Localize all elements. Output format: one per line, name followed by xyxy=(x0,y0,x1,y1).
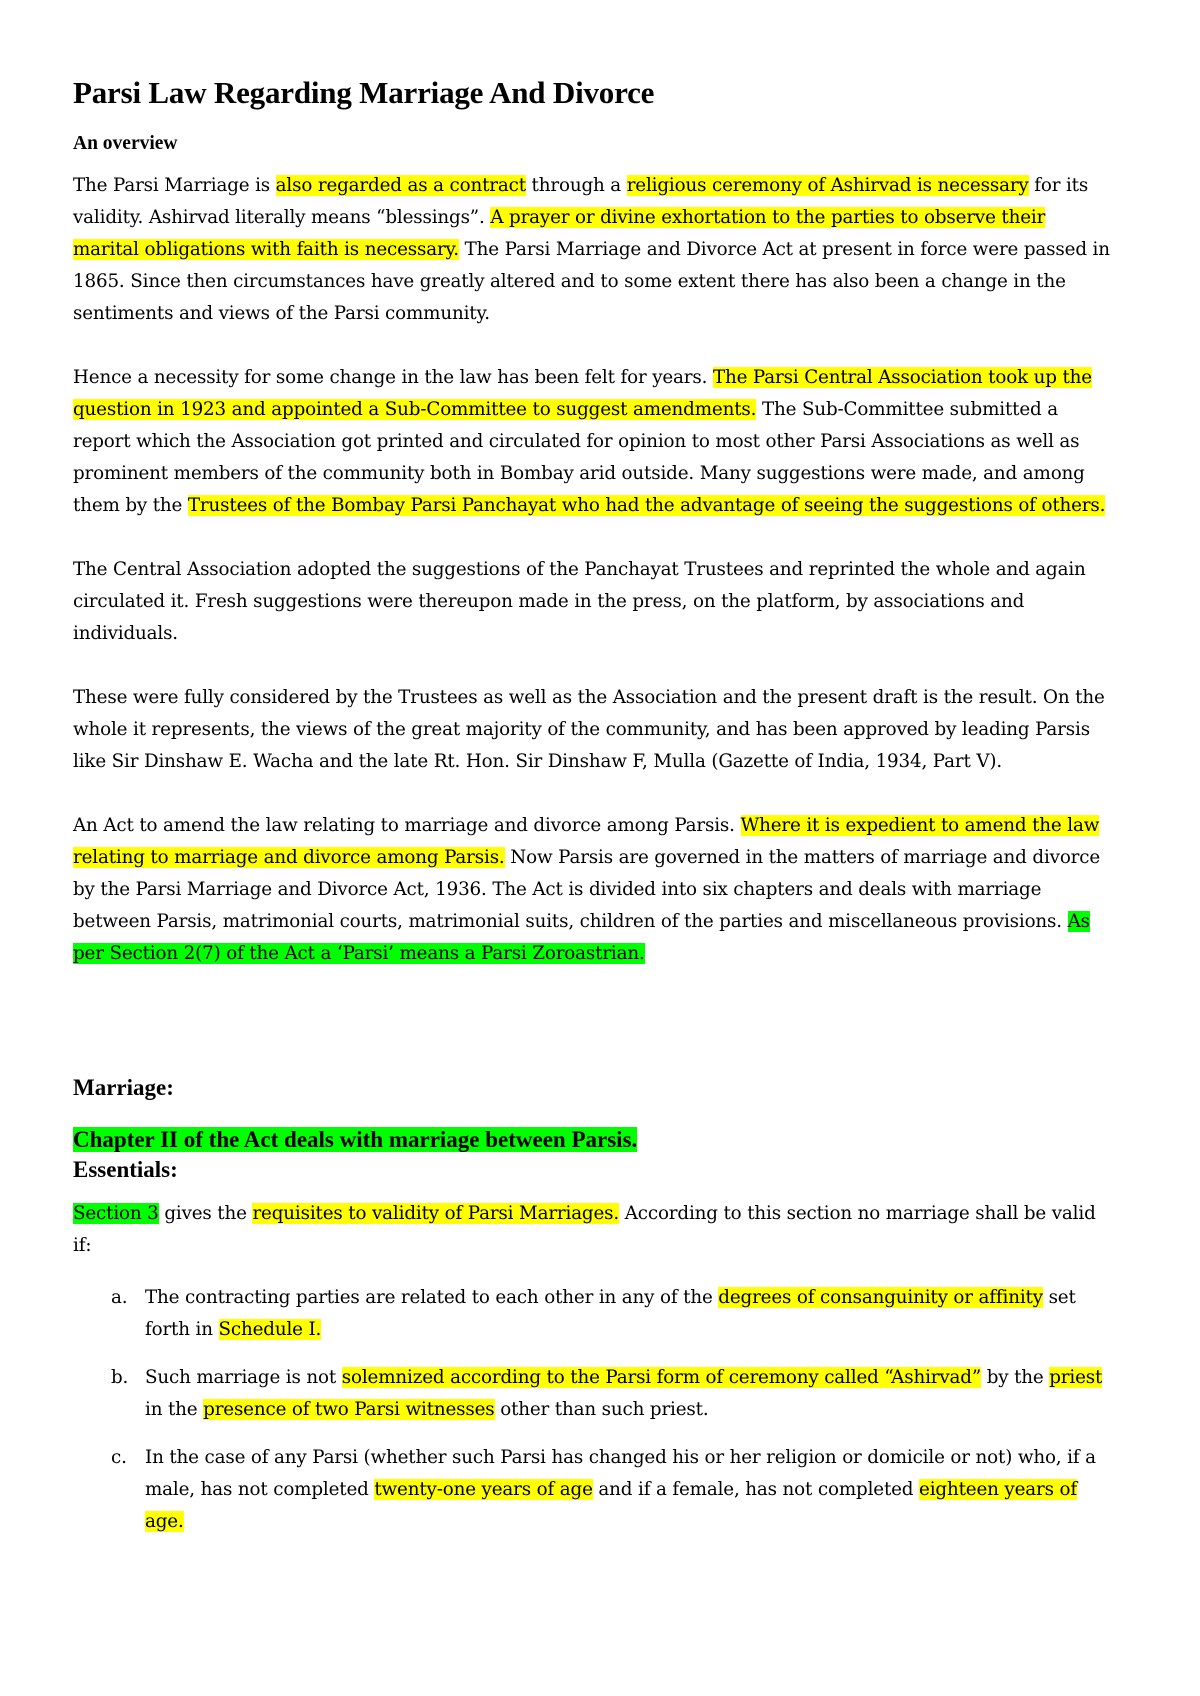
highlight-yellow: presence of two Parsi witnesses xyxy=(203,1399,495,1420)
paragraph-6 xyxy=(73,1198,1110,1262)
text-span: gives the xyxy=(158,1203,253,1224)
highlight-yellow: Schedule I. xyxy=(218,1319,322,1340)
paragraph-3: The Central Association adopted the suggestions of the Panchayat Trustees and reprinted the whole and again circulated it. Fresh suggestions were thereupon made in the press, on the platform, by associations and individuals. xyxy=(73,559,1086,644)
highlight-green: As per Section 2(7) of the Act a ‘Parsi’ means a Parsi Zoroastrian. xyxy=(73,911,1090,964)
text-span: and if a female, has not completed xyxy=(592,1479,920,1500)
text-span: through a xyxy=(525,175,627,196)
text-span: An Act to amend the law relating to marriage and divorce among Parsis. xyxy=(73,815,741,836)
text-span: Now Parsis are governed in the matters of marriage and divorce by the Parsi Marriage and Divorce Act, 1936. The Act is divided into six chapters and deals with marriage between Parsis, matrimonial courts, matrimonial suits, children of the parties and miscellaneous provisions. xyxy=(73,847,1101,932)
paragraph-1 xyxy=(73,170,1110,330)
highlight-yellow: A prayer or divine exhortation to the parties to observe their marital obligations with faith is necessary. xyxy=(73,207,1046,260)
overview-heading: An overview xyxy=(73,133,178,154)
text-span: Hence a necessity for some change in the law has been felt for years. xyxy=(73,367,713,388)
marriage-heading: Marriage: xyxy=(73,1075,174,1100)
highlight-yellow: twenty-one years of age xyxy=(374,1479,593,1500)
highlight-green: Section 3 xyxy=(73,1203,159,1224)
text-span: The Parsi Marriage and Divorce Act at present in force were passed in 1865. Since then circumstances have greatly altered and to some extent there has also been a change in the sentiments and views of the Parsi community. xyxy=(73,239,1110,324)
text-span: by the xyxy=(981,1367,1050,1388)
highlight-yellow: solemnized according to the Parsi form of ceremony called “Ashirvad” xyxy=(341,1367,982,1388)
paragraph-5 xyxy=(73,810,1110,970)
text-span: The Sub-Committee submitted a report which the Association got printed and circulated for opinion to most other Parsi Associations as well as prominent members of the community both in Bombay arid outside. Many suggestions were made, and among them by the xyxy=(73,399,1085,516)
highlight-yellow: degrees of consanguinity or affinity xyxy=(718,1287,1043,1308)
paragraph-4: These were fully considered by the Trustees as well as the Association and the present draft is the result. On the whole it represents, the views of the great majority of the community, and has been approved by leading Parsis like Sir Dinshaw E. Wacha and the late Rt. Hon. Sir Dinshaw F, Mulla (Gazette of India, 1934, Part V). xyxy=(73,687,1105,772)
text-span: In the case of any Parsi (whether such Parsi has changed his or her religion or domicile or not) who, if a male, has not completed xyxy=(145,1447,1096,1500)
essentials-heading: Essentials: xyxy=(73,1157,178,1182)
text-span: The Parsi Marriage is xyxy=(73,175,276,196)
text-span: other than such priest. xyxy=(494,1399,709,1420)
highlight-yellow: Where it is expedient to amend the law relating to marriage and divorce among Parsis. xyxy=(73,815,1100,868)
chapter-heading xyxy=(73,1124,1110,1156)
highlight-yellow: Trustees of the Bombay Parsi Panchayat who had the advantage of seeing the suggestions of others. xyxy=(187,495,1106,516)
text-span: for its validity. Ashirvad literally means “blessings”. xyxy=(73,175,1089,228)
highlight-yellow: requisites to validity of Parsi Marriages. xyxy=(252,1203,620,1224)
text-span: The contracting parties are related to each other in any of the xyxy=(145,1287,719,1308)
list-item-c xyxy=(73,1442,1110,1538)
highlight-yellow: also regarded as a contract xyxy=(275,175,526,196)
conditions-list xyxy=(73,1282,1110,1538)
text-span: According to this section no marriage shall be valid if: xyxy=(73,1203,1096,1256)
text-span: Such marriage is not xyxy=(145,1367,342,1388)
highlight-yellow: priest xyxy=(1049,1367,1103,1388)
document-title: Parsi Law Regarding Marriage And Divorce xyxy=(73,75,655,110)
list-marker: a. xyxy=(111,1287,128,1308)
list-item-a xyxy=(73,1282,1110,1346)
list-marker: c. xyxy=(111,1447,127,1468)
paragraph-2 xyxy=(73,362,1110,522)
highlight-yellow: religious ceremony of Ashirvad is necessary xyxy=(626,175,1029,196)
text-span: in the xyxy=(145,1399,204,1420)
list-item-b xyxy=(73,1362,1110,1426)
text-span: set forth in xyxy=(145,1287,1076,1340)
highlight-yellow: eighteen years of age. xyxy=(145,1479,1077,1532)
highlight-yellow: The Parsi Central Association took up the question in 1923 and appointed a Sub-Committee to suggest amendments. xyxy=(73,367,1092,420)
highlight-green: Chapter II of the Act deals with marriage between Parsis. xyxy=(73,1127,638,1152)
list-marker: b. xyxy=(111,1367,129,1388)
